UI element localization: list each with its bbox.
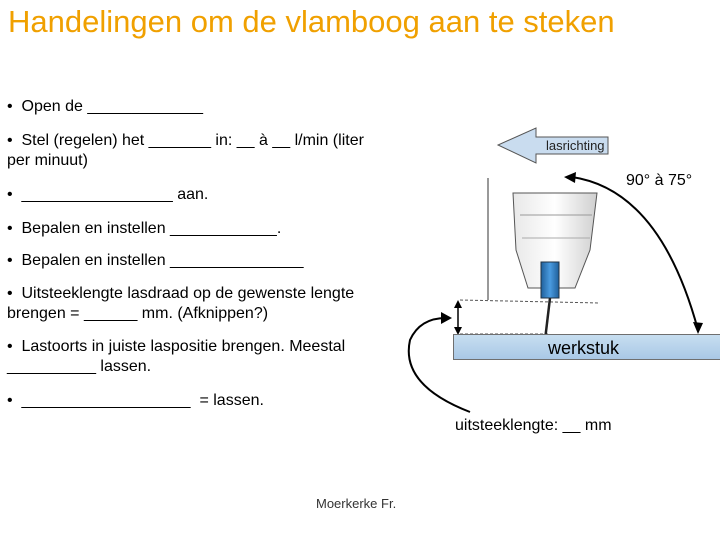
bullet-switch-on: • _________________ aan.: [7, 186, 209, 203]
bullet-set-parameter-2: • Bepalen en instellen _______________: [7, 252, 304, 269]
angle-label: 90° à 75°: [626, 172, 693, 189]
angle-arc-arrowhead-bottom: [693, 322, 703, 334]
footer-author: Moerkerke Fr.: [316, 496, 397, 511]
angle-arc-arrowhead-top: [564, 172, 576, 183]
workpiece-label: werkstuk: [548, 338, 620, 358]
bullet-set-gas-flow: • Stel (regelen) het _______ in: __ à __ l/min (liter: [7, 132, 364, 149]
stickout-callout-arrow: [409, 318, 470, 412]
bullet-open-valve: • Open de _____________: [7, 98, 203, 115]
bullet-torch-position-cont: __________ lassen.: [7, 358, 152, 375]
bullet-stickout-cont: brengen = ______ mm. (Afknippen?): [7, 305, 269, 322]
welding-direction-label: lasrichting: [546, 138, 605, 153]
bullet-welding: • ___________________ = lassen.: [7, 392, 264, 409]
page-title: Handelingen om de vlamboog aan te steken: [8, 4, 615, 39]
torch-nozzle: [513, 193, 597, 298]
bullet-stickout: • Uitsteeklengte lasdraad op de gewenste lengte: [7, 285, 355, 302]
bullet-set-parameter-1: • Bepalen en instellen ____________.: [7, 220, 282, 237]
bullet-torch-position: • Lastoorts in juiste laspositie brengen. Meestal: [7, 338, 346, 355]
bullet-set-gas-flow-cont: per minuut): [7, 152, 88, 169]
stickout-guide-top: [460, 300, 600, 303]
stickout-label: uitsteeklengte: __ mm: [455, 417, 612, 434]
